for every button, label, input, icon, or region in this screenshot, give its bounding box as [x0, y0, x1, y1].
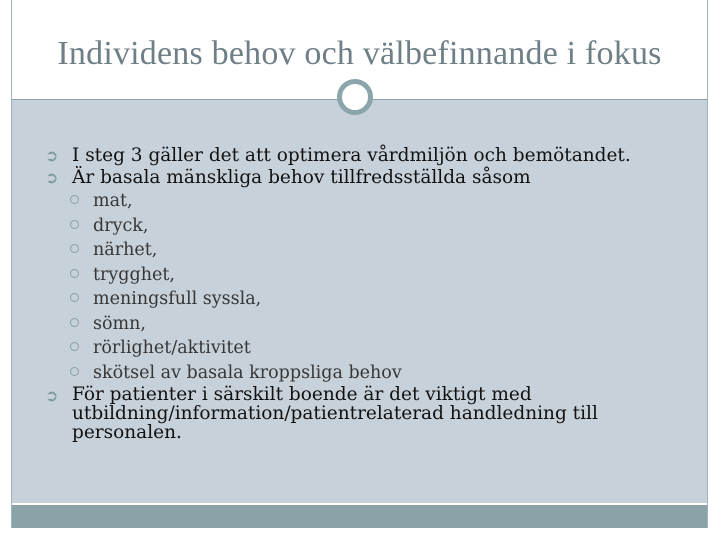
sub-list-wrapper: [45, 189, 685, 385]
arrow-bullet-icon: ➲: [45, 146, 59, 165]
circle-ornament-icon: [337, 79, 373, 115]
sub-bullet-item: [46, 189, 685, 214]
ring-bullet-icon: [70, 195, 79, 204]
sub-bullet-item: [46, 287, 685, 312]
slide-title: Individens behov och välbefinnande i fokus: [57, 35, 662, 72]
sub-bullet-list: [45, 189, 685, 385]
sub-bullet-text: mat,: [93, 191, 133, 211]
ring-bullet-icon: [70, 244, 79, 253]
bullet-item: [45, 145, 685, 167]
bullet-text-line: För patienter i särskilt boende är det viktigt med: [72, 384, 532, 405]
ring-bullet-icon: [70, 318, 79, 327]
sub-bullet-text: dryck,: [93, 215, 149, 236]
sub-bullet-text: meningsfull syssla,: [93, 289, 262, 309]
sub-bullet-text: rörlighet/aktivitet: [93, 338, 251, 358]
sub-bullet-item: [46, 238, 685, 263]
footer-band: [12, 505, 707, 528]
ring-bullet-icon: [70, 269, 79, 278]
arrow-bullet-icon: ➲: [45, 386, 59, 405]
ring-bullet-icon: [70, 342, 79, 351]
ring-bullet-icon: [70, 220, 79, 229]
ring-bullet-icon: [70, 293, 79, 302]
sub-bullet-item: [46, 336, 685, 361]
sub-bullet-text: närhet,: [93, 240, 158, 260]
bullet-text: I steg 3 gäller det att optimera vårdmiljön och bemötandet.: [72, 145, 631, 166]
sub-bullet-item: [46, 214, 685, 239]
bullet-item: [45, 167, 685, 189]
arrow-bullet-icon: ➲: [45, 168, 59, 187]
sub-bullet-text: skötsel av basala kroppsliga behov: [93, 362, 402, 383]
bullet-list: [45, 145, 685, 442]
bullet-text-line: personalen.: [72, 422, 182, 443]
sub-bullet-item: [46, 361, 685, 386]
bullet-text-line: utbildning/information/patientrelaterad handledning till: [72, 403, 598, 424]
bullet-text: Är basala mänskliga behov tillfredsställda såsom: [72, 167, 531, 188]
sub-bullet-text: trygghet,: [93, 264, 175, 285]
sub-bullet-item: [46, 312, 685, 337]
ring-bullet-icon: [70, 367, 79, 376]
sub-bullet-item: [46, 263, 685, 288]
sub-bullet-text: sömn,: [93, 313, 146, 334]
bullet-item: [45, 385, 685, 442]
